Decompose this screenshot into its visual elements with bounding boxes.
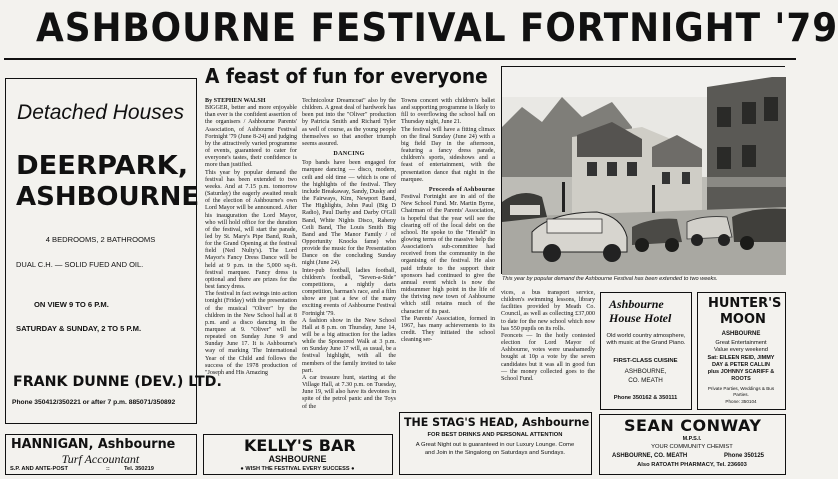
street-photo — [501, 66, 785, 274]
deerpark-view-2: SATURDAY & SUNDAY, 2 TO 5 P.M. — [16, 324, 142, 333]
article-column-3 — [401, 98, 495, 436]
hannigan-tel: Tel. 350219 — [124, 466, 154, 472]
hannigan-name: HANNIGAN, Ashbourne — [11, 437, 176, 452]
deerpark-bedrooms: 4 BEDROOMS, 2 BATHROOMS — [45, 235, 156, 244]
article-text-1: BIGGER, better and more enjoyable than ever is the confident assertion of the organisers / Ashbourne Parents' Association, of Ashbourne Festival Fortnight '79 (June 8-24) and judging by the attractively varied programme of events, guaranteed to cater for everyone's tastes, their confidence is more than justified. This year by popular demand the festival has been extended to two weeks. And at 7.15 p.m. tomorrow (Saturday) the eagerly awaited result of the election of Ashbourne's own Lord Mayor will be announced. After his inauguration the Lord Mayor, who will hold office for the duration of the festival, will start the parade, led by St. Mary's Pipe Band, Rush, for the Grand Opening at the festival field (Ned Nulty's). The Lord Mayor's Fancy Dress Dance will be held at 9 p.m. in the 5,000 sq-ft. festival marquee. Fancy dress is optional and there are prizes for the best fancy dress. The festival in fact swings into action tonight (Friday) with the presentation of the musical "Oliver" by the children in the New School hall at 8 p.m. and a disco dancing in the marquee at 9. "Oliver" will be repeated on Sunday June 9 and Sunday June 17. It is Ashbourne's way of marking The International Year of the Child and follows the success of the 1978 production of "Joseph and His Amazing — [205, 105, 297, 376]
hunters-ad — [697, 292, 786, 410]
conway-phone: Phone 350125 — [724, 453, 765, 459]
stags-name: THE STAG'S HEAD, Ashbourne — [404, 415, 590, 429]
hotel-ad — [600, 292, 692, 410]
deerpark-company: FRANK DUNNE (DEV.) LTD. — [13, 374, 222, 390]
conway-sub: YOUR COMMUNITY CHEMIST — [651, 444, 733, 450]
hotel-place-1: ASHBOURNE, — [624, 368, 667, 375]
kellys-ad — [203, 434, 393, 475]
deerpark-view-1: ON VIEW 9 TO 6 P.M. — [34, 300, 109, 309]
article-column-4 — [501, 290, 595, 410]
kellys-place: ASHBOURNE — [268, 454, 327, 464]
deerpark-phone: Phone 350412/350221 or after 7 p.m. 885071/350892 — [12, 399, 176, 406]
hannigan-trade: Turf Accountant — [61, 452, 140, 466]
conway-name: SEAN CONWAY — [624, 416, 762, 435]
stags-body: A Great Night out is guaranteed in our Luxury Lounge. Come and Join in the Singalong on Saturdays and Sundays. — [415, 442, 575, 456]
street-photo-image — [502, 67, 786, 275]
bullet-icon: ● — [240, 466, 244, 472]
hotel-desc: Old world country atmosphere, with music at the Grand Piano. — [606, 333, 686, 346]
hannigan-ad — [5, 434, 197, 475]
dancing-heading: DANCING — [333, 151, 365, 158]
kellys-name: KELLY'S BAR — [244, 436, 356, 455]
deerpark-ad — [5, 78, 222, 424]
stags-sub: FOR BEST DRINKS AND PERSONAL ATTENTION — [427, 432, 563, 438]
article-text-3a: Towns concert with children's ballet and supporting programme is likely to fill to overflowing the school hall on Thursday night, June 21. The festival will have a fitting climax on the final Sunday (June 24) with a big field Day in the afternoon, featuring a fancy dress parade, children's sports, sideshows and a feast of entertainment, with the presentation dance that night in the marquee. — [401, 98, 495, 183]
hunters-acts-1: Sat: EILEEN REID, JIMMY — [707, 355, 775, 361]
conway-also: Also RATOATH PHARMACY, Tel. 236603 — [637, 462, 747, 468]
article-text-4: vices, a bus transport service, children's swimming lessons, library facilities provided by Meath Co. Council, as well as collecting £37,000 to date for the new school which now has 550 pupils on its rolls. Feoncets — In the hotly contested election for Lord Mayor of Ashbourne, votes were unashamedly bought at 10p a vote by the seven candidates but it was all in good fun — the money collected goes to the School Fund. — [501, 290, 595, 382]
photo-caption: This year by popular demand the Ashbourne Festival has been extended to two weeks. — [502, 276, 718, 282]
article-column-2 — [302, 98, 396, 448]
hannigan-separator: :: — [106, 466, 110, 472]
hotel-name-2: House Hotel — [609, 311, 672, 325]
deerpark-name-2: ASHBOURNE — [16, 182, 200, 212]
conway-qual: M.P.S.I. — [682, 436, 702, 442]
hotel-phone: Phone 350162 & 350111 — [613, 395, 678, 401]
article-text-2b: Top bands have been engaged for marquee dancing — disco, modern, ceili and old time — which is one of the highlights of the festival. They include Breakaway, Sandy, Dusky and the Fairways, Kim, Newport Band, The Highlights, John Paul (Big D Radio), Paul Darby and Darby O'Gill Band, White Nights Disco, Raheny Ceili Band, The Louis Smith Big Band and The Manor Family / of Opportunity Knocks fame) who provide the music for the Presentation Dance on the concluding Sunday night (June 24). Inter-pub football, ladies football, children's football, "Seven-a-Side" competitions, a nightly darts competition, barman's race, and a film show are just a few of the many exciting events of Ashbourne Festival Fortnight '79. A fashion show in the New School Hall at 8 p.m. on Thursday, June 14, will be a big attraction for the ladies while the Sponsored Walk at 3 p.m. on Sunday June 17 will, as usual, be a festival highlight, with all the members of the family invited to take part. A car treasure hunt, starting at the Village Hall, at 7.30 p.m. on Tuesday, June 19, will also have its devotees in spite of the petrol panic and the Toys of the — [302, 160, 396, 410]
hotel-name-1: Ashbourne — [609, 297, 664, 311]
hotel-place-2: CO. MEATH — [628, 377, 663, 384]
article-column-1 — [205, 98, 297, 448]
hunters-name-1: HUNTER'S — [708, 296, 782, 311]
conway-place: ASHBOURNE, CO. MEATH — [612, 453, 688, 459]
article-text-3b: Festival Fortnight are in aid of the New School Fund. Mr. Martin Byrne, Chairman of the Parents' Association, is hopeful that the year will see the clearing off of the local debt on the school. He spoke to the "Herald" in glowing terms of the massive help the Association's sub-committee had received from the community in the organising of the festival. He also paid tribute to the support their sponsors had continued to give the annual event which is now the midsummer high point in the life of the thriving new town of Ashbourne which still retains much of the character of its past. The Parents' Association, formed in 1967, has many achievements to its credit. They initiated the school cleaning ser- — [401, 194, 495, 344]
masthead-title: ASHBOURNE FESTIVAL FORTNIGHT '79 — [36, 6, 838, 51]
stags-ad — [399, 412, 592, 475]
hunters-acts-2: DAY & PETER CALLIN — [711, 362, 771, 368]
byline: By STEPHEN WALSH — [205, 98, 266, 104]
deerpark-title: Detached Houses — [17, 101, 184, 124]
hunters-name-2: MOON — [720, 312, 766, 327]
kellys-slogan — [204, 466, 391, 472]
deerpark-heating: DUAL C.H. — SOLID FUED AND OIL. — [16, 260, 144, 269]
proceeds-heading: Proceeds of Ashbourne — [428, 186, 495, 193]
hunters-phone: Phone: 350104 — [725, 399, 757, 404]
hotel-cuisine: FIRST-CLASS CUISINE — [613, 358, 678, 364]
kellys-slogan-text: WISH THE FESTIVAL EVERY SUCCESS — [245, 466, 350, 472]
hunters-place: ASHBOURNE — [721, 331, 761, 337]
hunters-private: Private Parties, Weddings & Bus Parties. — [707, 386, 775, 397]
hunters-ent-1: Great Entertainment — [715, 340, 767, 346]
article-text-2a: Technicolour Dreamcoat" also by the children. A great deal of hardwork has been put into the "Oliver" production by Patricia Smith and Richard Tyler as well of course, as the young people themselves so that another triumph seems assured. — [302, 98, 396, 147]
hunters-ent-2: Value every weekend — [714, 347, 768, 353]
hunters-acts-3: plus JOHNNY SCARIFF & — [707, 369, 775, 375]
hannigan-left: S.P. AND ANTE-POST — [10, 466, 68, 472]
bullet-icon: ● — [351, 466, 355, 472]
masthead-rule — [4, 58, 796, 60]
deerpark-name-1: DEERPARK, — [16, 151, 189, 181]
conway-ad — [599, 414, 786, 475]
headline: A feast of fun for everyone — [205, 64, 488, 88]
hunters-acts-4: ROOTS — [731, 376, 751, 382]
